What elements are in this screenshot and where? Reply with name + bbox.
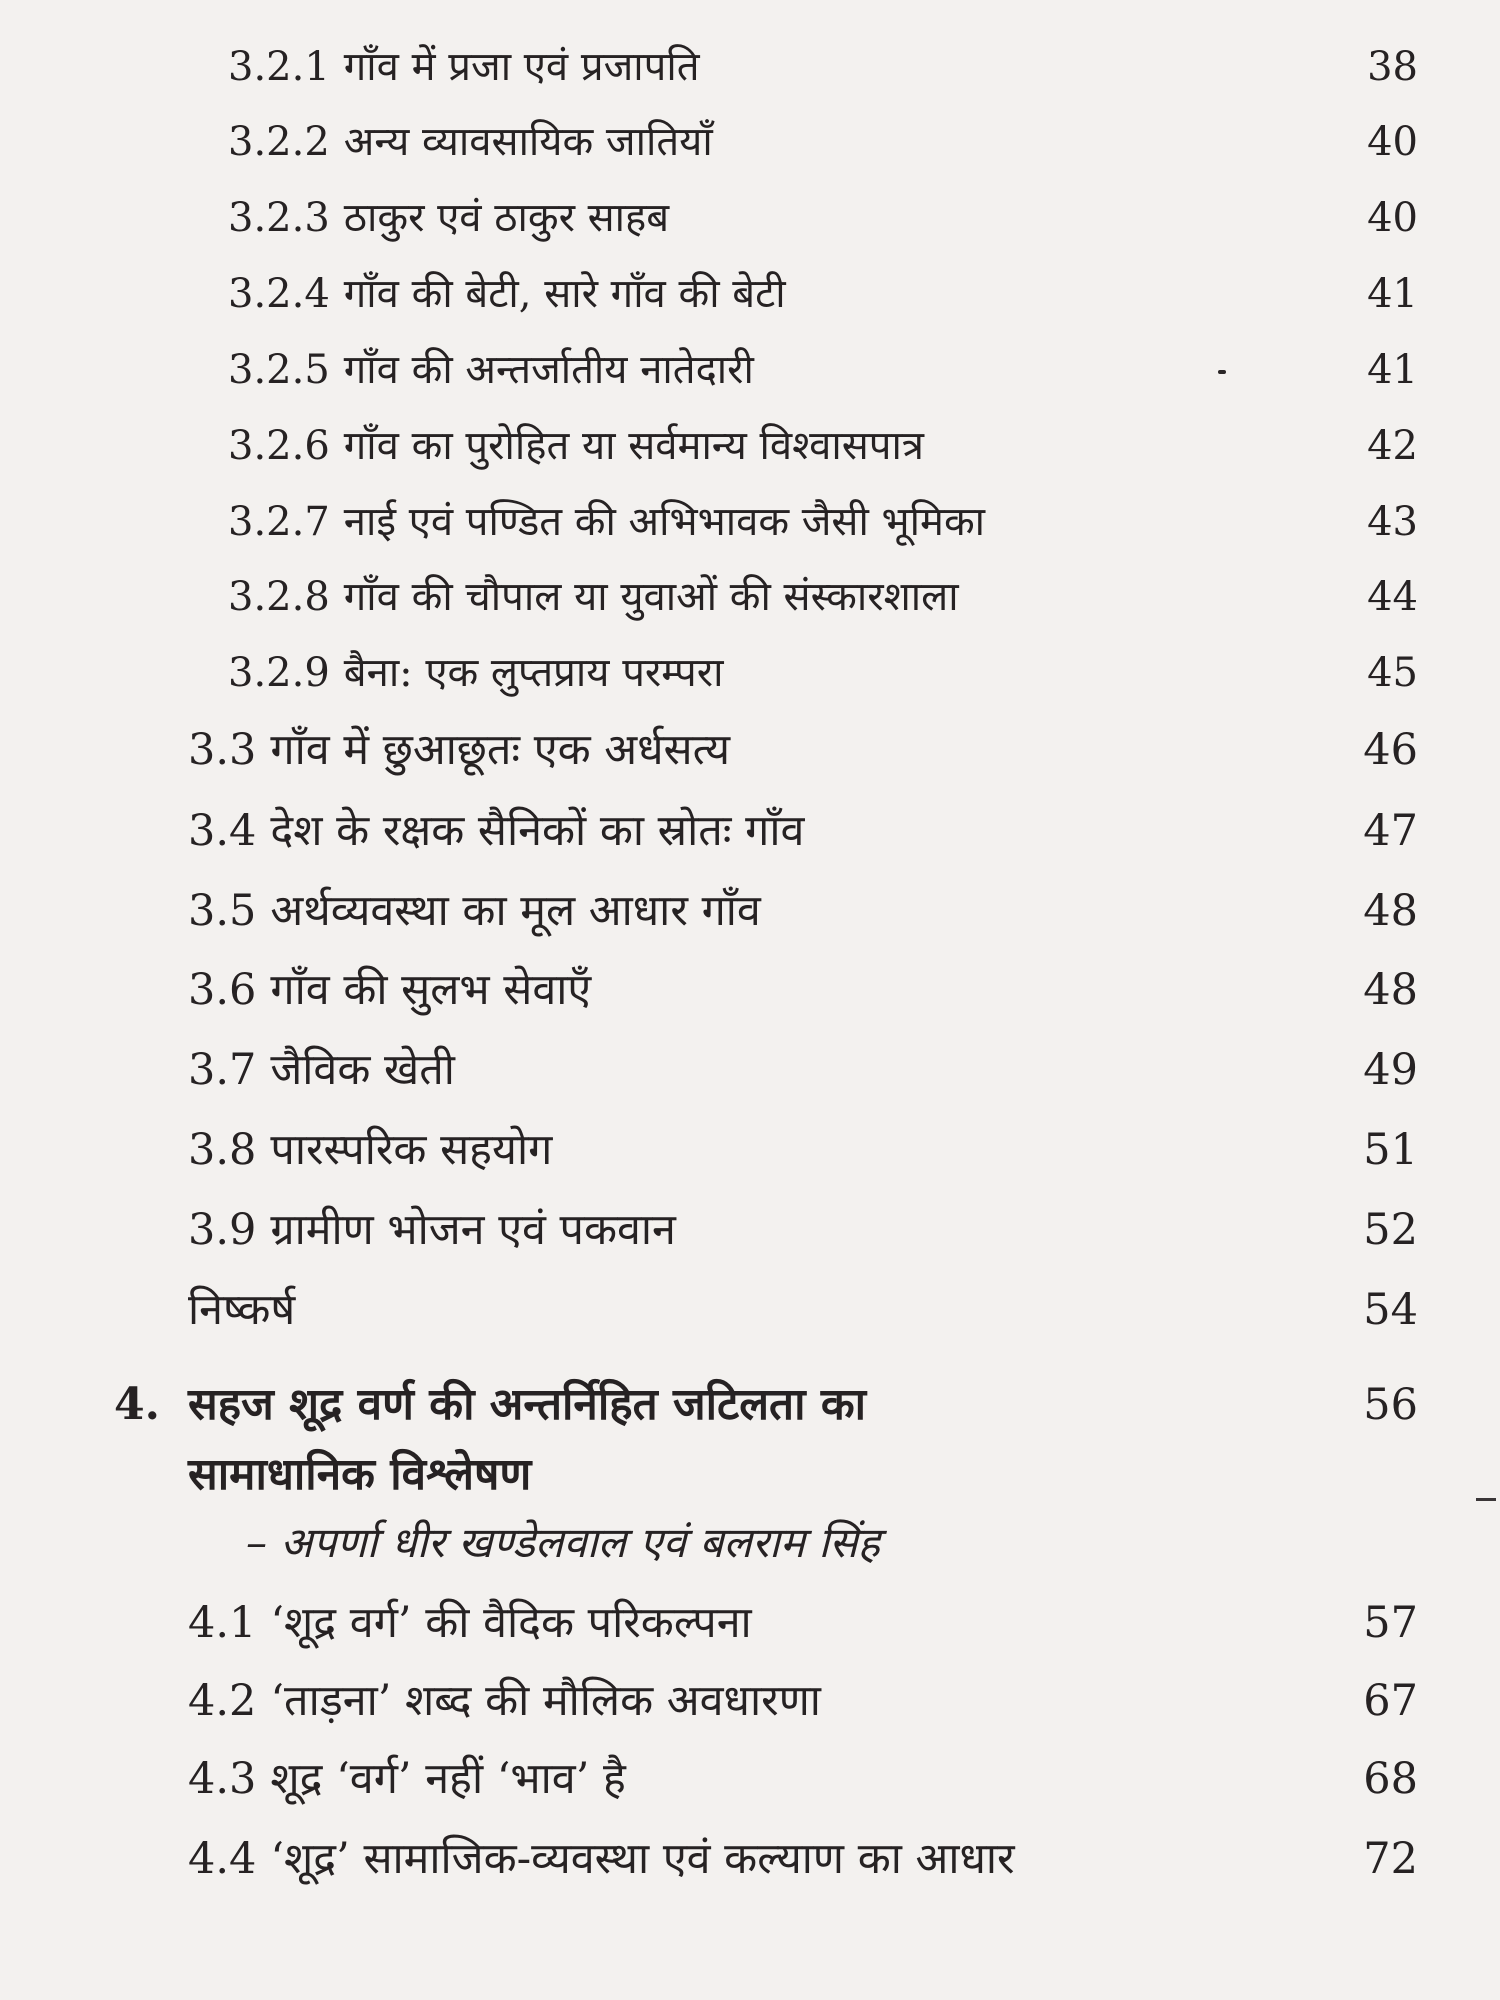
- page-number: 54: [1363, 1285, 1418, 1335]
- section-number: 3.2.9: [228, 650, 330, 696]
- section-title: गाँव की बेटी, सारे गाँव की बेटी: [343, 271, 786, 317]
- toc-entry-label: [188, 715, 730, 785]
- section-title: गाँव की अन्तर्जातीय नातेदारी: [343, 347, 754, 393]
- page-number: 56: [1363, 1380, 1418, 1430]
- toc-entry-label: [228, 107, 713, 177]
- section-number: 3.2.2: [228, 119, 330, 165]
- section-title: ‘ताड़ना’ शब्द की मौलिक अवधारणा: [270, 1676, 821, 1726]
- toc-entry-4-1: [0, 1588, 1500, 1658]
- page-number: 42: [1367, 423, 1418, 469]
- toc-entry-3-2-4: [0, 259, 1500, 329]
- page-number: 72: [1363, 1834, 1418, 1884]
- section-title: पारस्परिक सहयोग: [270, 1125, 553, 1175]
- page-number: 44: [1367, 574, 1418, 620]
- page-number: 48: [1363, 886, 1418, 936]
- section-number: 3.9: [188, 1205, 257, 1255]
- section-number: 3.2.3: [228, 195, 330, 241]
- section-number: 3.7: [188, 1045, 257, 1095]
- section-number: 3.2.1: [228, 44, 330, 90]
- toc-entry-label: [188, 1115, 552, 1185]
- toc-entry-label: [228, 32, 700, 102]
- section-title: ग्रामीण भोजन एवं पकवान: [270, 1205, 676, 1255]
- section-title: अर्थव्यवस्था का मूल आधार गाँव: [270, 886, 761, 936]
- cut-off-previous-line: [380, 0, 710, 4]
- section-number: 4.2: [188, 1676, 257, 1726]
- toc-entry-label: [228, 411, 924, 481]
- page-number: 52: [1363, 1205, 1418, 1255]
- chapter-authors: – अपर्णा धीर खण्डेलवाल एवं बलराम सिंह: [246, 1518, 880, 1567]
- section-number: 4.1: [188, 1598, 257, 1648]
- toc-entry-label: [188, 1275, 295, 1345]
- toc-entry-4-3: [0, 1744, 1500, 1814]
- section-number: 3.8: [188, 1125, 257, 1175]
- toc-entry-label: [188, 876, 761, 946]
- page-number: 46: [1363, 725, 1418, 775]
- toc-entry-label: [188, 1195, 676, 1265]
- section-number: 3.3: [188, 725, 257, 775]
- page-number: 67: [1363, 1676, 1418, 1726]
- page-number: 49: [1363, 1045, 1418, 1095]
- section-title: अन्य व्यावसायिक जातियाँ: [343, 119, 713, 165]
- toc-entry-3-6: [0, 955, 1500, 1025]
- section-title: नाई एवं पण्डित की अभिभावक जैसी भूमिका: [343, 499, 986, 545]
- section-number: 3.2.5: [228, 347, 330, 393]
- page-number: 38: [1367, 44, 1418, 90]
- page-number: 41: [1367, 347, 1418, 393]
- page-number: 45: [1367, 650, 1418, 696]
- toc-entry-label: [228, 183, 669, 253]
- section-title: जैविक खेती: [270, 1045, 455, 1095]
- toc-entry-4-4: [0, 1824, 1500, 1894]
- page-number: 68: [1363, 1754, 1418, 1804]
- toc-entry-3-2-2: [0, 107, 1500, 177]
- toc-entry-3-4: [0, 796, 1500, 866]
- toc-entry-3-9: [0, 1195, 1500, 1265]
- page-number: 51: [1363, 1125, 1418, 1175]
- section-title: गाँव का पुरोहित या सर्वमान्य विश्वासपात्र: [343, 423, 924, 469]
- toc-entry-label: [228, 259, 786, 329]
- section-number: 3.2.6: [228, 423, 330, 469]
- toc-entry-3-7: [0, 1035, 1500, 1105]
- page-number: 48: [1363, 965, 1418, 1015]
- toc-entry-3-3: [0, 715, 1500, 785]
- toc-entry-3-2-5: [0, 335, 1500, 405]
- section-title: देश के रक्षक सैनिकों का स्रोतः गाँव: [270, 806, 805, 856]
- page-number: 57: [1363, 1598, 1418, 1648]
- chapter-number: 4.: [114, 1379, 160, 1430]
- section-number: 3.2.8: [228, 574, 330, 620]
- section-number: 3.6: [188, 965, 257, 1015]
- section-title: निष्कर्ष: [188, 1285, 296, 1335]
- toc-entry-3-5: [0, 876, 1500, 946]
- chapter-title-line-2: सामाधानिक विश्लेषण: [188, 1449, 532, 1500]
- section-number: 3.5: [188, 886, 257, 936]
- section-number: 3.2.4: [228, 271, 330, 317]
- toc-entry-3-2-1: [0, 32, 1500, 102]
- page-number: 40: [1367, 119, 1418, 165]
- section-title: गाँव में प्रजा एवं प्रजापति: [343, 44, 700, 90]
- toc-entry-label: [188, 1744, 626, 1814]
- toc-entry-label: [188, 1666, 821, 1736]
- toc-entry-label: [228, 562, 959, 632]
- print-speck: [1218, 370, 1226, 374]
- section-number: 4.3: [188, 1754, 257, 1804]
- section-title: शूद्र ‘वर्ग’ नहीं ‘भाव’ है: [270, 1754, 626, 1804]
- page-number: 43: [1367, 499, 1418, 545]
- section-title: गाँव की चौपाल या युवाओं की संस्कारशाला: [343, 574, 959, 620]
- edge-mark: [1476, 1498, 1496, 1501]
- toc-entry-label: [228, 335, 754, 405]
- chapter-title-line-1: सहज शूद्र वर्ण की अन्तर्निहित जटिलता का: [188, 1379, 867, 1430]
- toc-entry-3-8: [0, 1115, 1500, 1185]
- toc-entry-3-2-8: [0, 562, 1500, 632]
- section-number: 3.2.7: [228, 499, 330, 545]
- toc-entry-conclusion: [0, 1275, 1500, 1345]
- page-number: 40: [1367, 195, 1418, 241]
- toc-entry-3-2-3: [0, 183, 1500, 253]
- toc-entry-label: [228, 638, 723, 708]
- section-title: गाँव की सुलभ सेवाएँ: [270, 965, 592, 1015]
- section-number: 3.4: [188, 806, 257, 856]
- toc-entry-label: [188, 1824, 1015, 1894]
- toc-entry-label: [188, 796, 804, 866]
- toc-entry-label: [188, 1035, 455, 1105]
- toc-entry-label: [228, 487, 985, 557]
- section-title: ठाकुर एवं ठाकुर साहब: [343, 195, 670, 241]
- toc-entry-3-2-6: [0, 411, 1500, 481]
- toc-entry-3-2-7: [0, 487, 1500, 557]
- page-number: 47: [1363, 806, 1418, 856]
- section-title: गाँव में छुआछूतः एक अर्धसत्य: [270, 725, 731, 775]
- toc-entry-label: [188, 955, 591, 1025]
- section-title: बैना: एक लुप्तप्राय परम्परा: [343, 650, 724, 696]
- toc-entry-label: [188, 1588, 752, 1658]
- page-number: 41: [1367, 271, 1418, 317]
- toc-entry-3-2-9: [0, 638, 1500, 708]
- section-title: ‘शूद्र’ सामाजिक-व्यवस्था एवं कल्याण का आधार: [270, 1834, 1015, 1884]
- toc-entry-4-2: [0, 1666, 1500, 1736]
- section-title: ‘शूद्र वर्ग’ की वैदिक परिकल्पना: [270, 1598, 752, 1648]
- section-number: 4.4: [188, 1834, 257, 1884]
